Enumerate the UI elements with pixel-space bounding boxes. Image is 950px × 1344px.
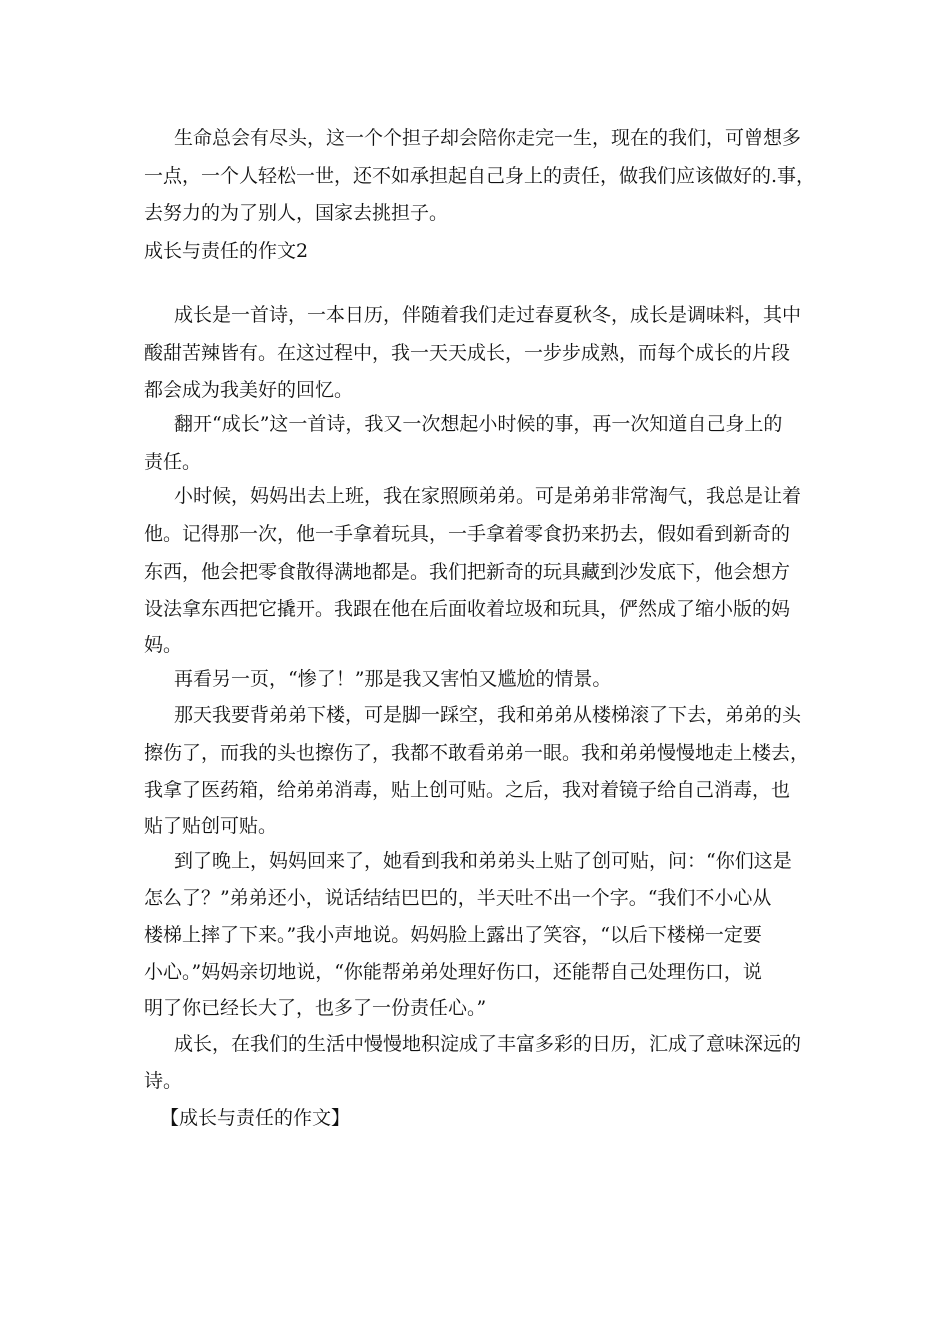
paragraph-4-line-5: 妈。	[144, 634, 183, 656]
paragraph-4-line-3: 东西，他会把零食散得满地都是。我们把新奇的玩具藏到沙发底下，他会想方	[144, 561, 791, 583]
paragraph-3-line-2: 责任。	[144, 451, 202, 473]
paragraph-4-line-2: 他。记得那一次，他一手拿着玩具，一手拿着零食扔来扔去，假如看到新奇的	[144, 523, 791, 545]
paragraph-2-line-2: 酸甜苦辣皆有。在这过程中，我一天天成长，一步步成熟，而每个成长的片段	[144, 342, 791, 364]
paragraph-1-line-3: 去努力的为了别人，国家去挑担子。	[144, 202, 449, 224]
paragraph-7-line-2: 怎么了？”弟弟还小，说话结结巴巴的，半天吐不出一个字。“我们不小心从	[144, 887, 772, 909]
paragraph-8-line-2: 诗。	[144, 1070, 183, 1092]
paragraph-2-line-3: 都会成为我美好的回忆。	[144, 379, 354, 401]
paragraph-1-line-2: 一点，一个人轻松一世，还不如承担起自己身上的责任，做我们应该做好的.事，	[144, 165, 816, 187]
paragraph-7-line-3: 楼梯上摔了下来。”我小声地说。妈妈脸上露出了笑容，“以后下楼梯一定要	[144, 924, 762, 946]
closing-bracket-title: 【成长与责任的作文】	[160, 1107, 351, 1129]
paragraph-8-line-1: 成长，在我们的生活中慢慢地积淀成了丰富多彩的日历，汇成了意味深远的	[174, 1033, 802, 1055]
paragraph-3-line-1: 翻开“成长”这一首诗，我又一次想起小时候的事，再一次知道自己身上的	[174, 413, 783, 435]
paragraph-7-line-4: 小心。”妈妈亲切地说，“你能帮弟弟处理好伤口，还能帮自己处理伤口，说	[144, 961, 762, 983]
paragraph-7-line-1: 到了晚上，妈妈回来了，她看到我和弟弟头上贴了创可贴，问：“你们这是	[174, 850, 792, 872]
paragraph-6-line-2: 擦伤了，而我的头也擦伤了，我都不敢看弟弟一眼。我和弟弟慢慢地走上楼去，	[144, 742, 810, 764]
section-heading: 成长与责任的作文2	[144, 240, 309, 262]
paragraph-4-line-4: 设法拿东西把它撬开。我跟在他在后面收着垃圾和玩具，俨然成了缩小版的妈	[144, 598, 791, 620]
paragraph-6-line-1: 那天我要背弟弟下楼，可是脚一踩空，我和弟弟从楼梯滚了下去，弟弟的头	[174, 704, 802, 726]
paragraph-4-line-1: 小时候，妈妈出去上班，我在家照顾弟弟。可是弟弟非常淘气，我总是让着	[174, 485, 802, 507]
paragraph-6-line-4: 贴了贴创可贴。	[144, 815, 278, 837]
paragraph-6-line-3: 我拿了医药箱，给弟弟消毒，贴上创可贴。之后，我对着镜子给自己消毒，也	[144, 779, 791, 801]
paragraph-7-line-5: 明了你已经长大了，也多了一份责任心。”	[144, 997, 487, 1019]
paragraph-2-line-1: 成长是一首诗，一本日历，伴随着我们走过春夏秋冬，成长是调味料，其中	[174, 304, 802, 326]
paragraph-1-line-1: 生命总会有尽头，这一个个担子却会陪你走完一生，现在的我们，可曾想多	[174, 127, 802, 149]
paragraph-5-line-1: 再看另一页，“惨了！”那是我又害怕又尴尬的情景。	[174, 668, 612, 690]
